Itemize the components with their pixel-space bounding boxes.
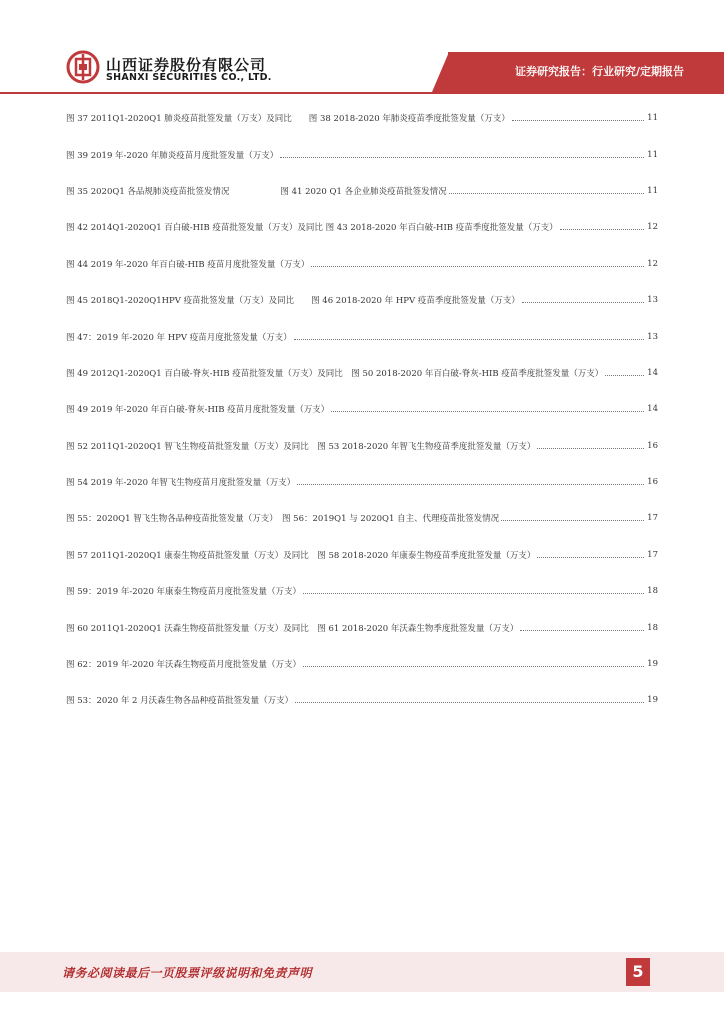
toc-dot-leader <box>537 447 644 449</box>
toc-entry-title: 图 35 2020Q1 各品规肺炎疫苗批签发情况 图 41 2020 Q1 各企业肺炎疫苗批签发情况 <box>66 186 447 197</box>
toc-entry-page: 19 <box>647 695 658 706</box>
toc-entry[interactable] <box>66 100 658 136</box>
company-name-cn: 山西证券股份有限公司 <box>106 56 267 74</box>
toc-dot-leader <box>449 192 644 194</box>
toc-entry[interactable] <box>66 500 658 536</box>
toc-dot-leader <box>294 338 644 340</box>
disclaimer-text: 请务必阅读最后一页股票评级说明和免责声明 <box>62 966 313 980</box>
toc-entry-page: 17 <box>647 549 658 560</box>
banner-slant <box>432 52 449 92</box>
page-header <box>0 0 724 92</box>
toc-dot-leader <box>297 483 644 485</box>
toc-dot-leader <box>331 410 644 412</box>
toc-entry[interactable] <box>66 609 658 645</box>
toc-entry-title: 图 62：2019 年-2020 年沃森生物疫苗月度批签发量（万支） <box>66 660 302 671</box>
toc-entry-page: 12 <box>647 258 658 269</box>
toc-entry[interactable] <box>66 246 658 282</box>
toc-entry-title: 图 37 2011Q1-2020Q1 肺炎疫苗批签发量（万支）及同比 图 38 2018-2020 年肺炎疫苗季度批签发量（万支） <box>66 114 510 125</box>
toc-dot-leader <box>311 265 644 267</box>
toc-entry-title: 图 52 2011Q1-2020Q1 智飞生物疫苗批签发量（万支）及同比 图 53 2018-2020 年智飞生物疫苗季度批签发量（万支） <box>66 441 536 452</box>
toc-dot-leader <box>560 228 644 230</box>
page-footer <box>0 952 724 992</box>
toc-entry-page: 14 <box>647 404 658 415</box>
toc-entry[interactable] <box>66 537 658 573</box>
toc-dot-leader <box>512 119 644 121</box>
company-logo-icon <box>66 50 100 84</box>
toc-entry[interactable] <box>66 136 658 172</box>
toc-entry-page: 11 <box>647 113 658 124</box>
toc-entry-page: 16 <box>647 477 658 488</box>
toc-entry-title: 图 39 2019 年-2020 年肺炎疫苗月度批签发量（万支） <box>66 150 279 161</box>
toc-entry-title: 图 44 2019 年-2020 年百白破-HIB 疫苗月度批签发量（万支） <box>66 259 310 270</box>
toc-entry[interactable] <box>66 355 658 391</box>
toc-entry-page: 11 <box>647 185 658 196</box>
toc-entry[interactable] <box>66 391 658 427</box>
toc-entry[interactable] <box>66 573 658 609</box>
toc-entry-title: 图 47：2019 年-2020 年 HPV 疫苗月度批签发量（万支） <box>66 332 292 343</box>
toc-dot-leader <box>303 592 644 594</box>
toc-entry[interactable] <box>66 464 658 500</box>
toc-entry-title: 图 57 2011Q1-2020Q1 康泰生物疫苗批签发量（万支）及同比 图 58 2018-2020 年康泰生物疫苗季度批签发量（万支） <box>66 550 536 561</box>
toc-entry-title: 图 60 2011Q1-2020Q1 沃森生物疫苗批签发量（万支）及同比 图 61 2018-2020 年沃森生物季度批签发量（万支） <box>66 623 519 634</box>
toc-dot-leader <box>295 701 644 703</box>
toc-entry[interactable] <box>66 173 658 209</box>
toc-dot-leader <box>280 156 644 158</box>
toc-entry-title: 图 45 2018Q1-2020Q1HPV 疫苗批签发量（万支）及同比 图 46 2018-2020 年 HPV 疫苗季度批签发量（万支） <box>66 296 520 307</box>
toc-entry-page: 17 <box>647 513 658 524</box>
toc-entry[interactable] <box>66 682 658 718</box>
toc-entry-title: 图 53：2020 年 2 月沃森生物各品种疫苗批签发量（万支） <box>66 696 294 707</box>
toc-dot-leader <box>605 374 644 376</box>
toc-entry[interactable] <box>66 428 658 464</box>
toc-entry-page: 16 <box>647 440 658 451</box>
toc-dot-leader <box>537 556 644 558</box>
toc-entry-page: 11 <box>647 149 658 160</box>
toc-entry-page: 12 <box>647 222 658 233</box>
toc-dot-leader <box>501 519 644 521</box>
toc-entry-title: 图 42 2014Q1-2020Q1 百白破-HIB 疫苗批签发量（万支）及同比 图 43 2018-2020 年百白破-HIB 疫苗季度批签发量（万支） <box>66 223 558 234</box>
toc-entry-page: 13 <box>647 295 658 306</box>
toc-entry-title: 图 49 2012Q1-2020Q1 百白破-脊灰-HIB 疫苗批签发量（万支）及同比 图 50 2018-2020 年百白破-脊灰-HIB 疫苗季度批签发量（万支） <box>66 368 604 379</box>
report-type-label: 证券研究报告：行业研究/定期报告 <box>514 65 684 78</box>
toc-entry-page: 13 <box>647 331 658 342</box>
figure-list <box>66 100 658 719</box>
toc-entry[interactable] <box>66 209 658 245</box>
toc-dot-leader <box>520 629 644 631</box>
toc-dot-leader <box>303 665 644 667</box>
toc-entry-page: 19 <box>647 659 658 670</box>
toc-entry-title: 图 54 2019 年-2020 年智飞生物疫苗月度批签发量（万支） <box>66 478 296 489</box>
toc-entry[interactable] <box>66 646 658 682</box>
header-divider <box>0 92 724 94</box>
toc-entry-title: 图 55：2020Q1 智飞生物各品种疫苗批签发量（万支） 图 56：2019Q1 与 2020Q1 自主、代理疫苗批签发情况 <box>66 514 500 525</box>
toc-entry-page: 14 <box>647 367 658 378</box>
toc-entry-title: 图 59：2019 年-2020 年康泰生物疫苗月度批签发量（万支） <box>66 587 302 598</box>
toc-entry-title: 图 49 2019 年-2020 年百白破-脊灰-HIB 疫苗月度批签发量（万支） <box>66 405 330 416</box>
report-type-banner <box>448 52 724 92</box>
toc-entry[interactable] <box>66 318 658 354</box>
toc-dot-leader <box>522 301 644 303</box>
page-number: 5 <box>626 958 650 986</box>
company-name-en: SHANXI SECURITIES CO., LTD. <box>106 72 272 83</box>
toc-entry-page: 18 <box>647 622 658 633</box>
toc-entry-page: 18 <box>647 586 658 597</box>
toc-entry[interactable] <box>66 282 658 318</box>
